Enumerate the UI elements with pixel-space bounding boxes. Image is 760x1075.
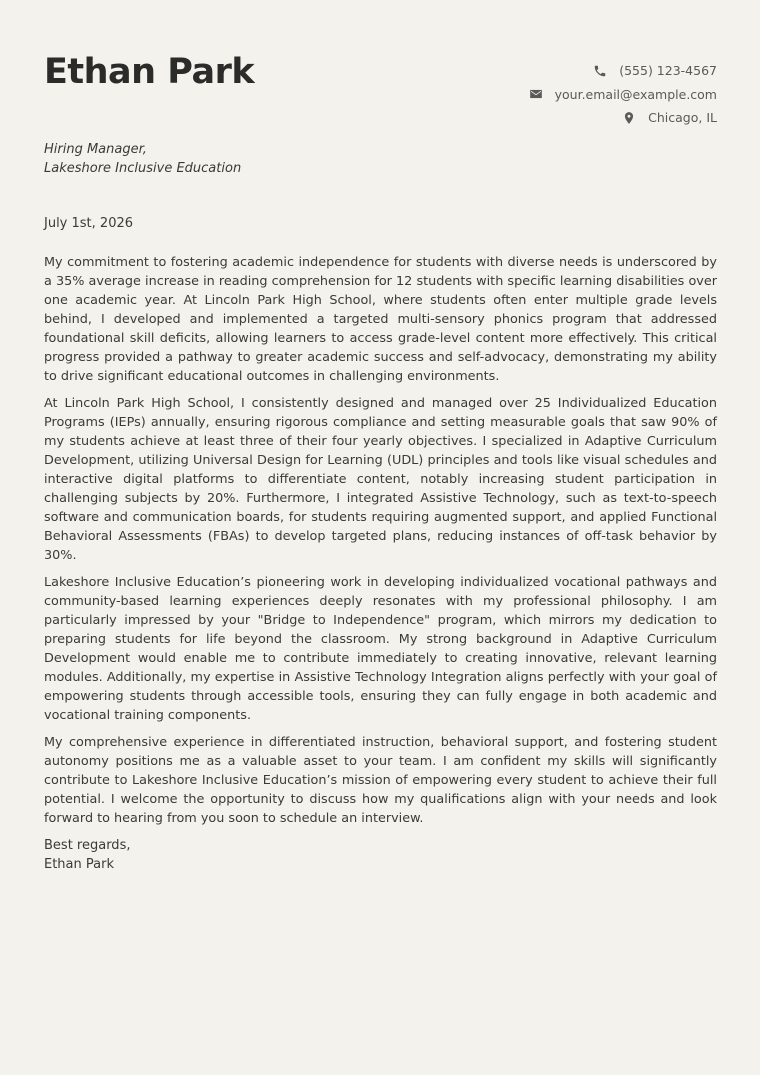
applicant-name: Ethan Park bbox=[44, 52, 255, 92]
contact-phone bbox=[529, 59, 717, 83]
recipient-title: Hiring Manager, bbox=[44, 142, 147, 157]
closing-signature: Ethan Park bbox=[44, 857, 114, 872]
recipient-block bbox=[44, 140, 241, 178]
body-paragraph-2: At Lincoln Park High School, I consistently designed and managed over 25 Individualized Education Programs (IEPs) annually, ensuring rigorous compliance and setting measurable goals that saw 90% of my students achieve at least three of their four yearly objectives. I specialized in Adaptive Curriculum Development, utilizing Universal Design for Learning (UDL) principles and tools like visual schedules and interactive digital platforms to differentiate content, notably increasing student participation in challenging subjects by 20%. Furthermore, I integrated Assistive Technology, such as text-to-speech software and communication boards, for students requiring augmented support, and applied Functional Behavioral Assessments (FBAs) to develop targeted plans, reducing instances of off-task behavior by 30%. bbox=[44, 396, 717, 563]
phone-text: (555) 123-4567 bbox=[619, 63, 717, 79]
body-paragraph-1: My commitment to fostering academic independence for students with diverse needs is underscored by a 35% average increase in reading comprehension for 12 students with specific learning disabilities over one academic year. At Lincoln Park High School, where students often enter multiple grade levels behind, I developed and implemented a targeted multi-sensory phonics program that addressed foundational skill deficits, allowing learners to access grade-level content more effectively. This critical progress provided a pathway to greater academic success and self-advocacy, demonstrating my ability to drive significant educational outcomes in challenging environments. bbox=[44, 255, 717, 384]
cover-letter-page bbox=[44, 0, 717, 1075]
location-pin-icon bbox=[622, 111, 636, 125]
body-paragraph-4: My comprehensive experience in differentiated instruction, behavioral support, and fostering student autonomy positions me as a valuable asset to your team. I am confident my skills will significantly contribute to Lakeshore Inclusive Education’s mission of empowering every student to achieve their full potential. I welcome the opportunity to discuss how my qualifications align with your needs and look forward to hearing from you soon to schedule an interview. bbox=[44, 735, 717, 826]
email-text: your.email@example.com bbox=[554, 86, 717, 102]
letter-date: July 1st, 2026 bbox=[44, 216, 134, 231]
closing-block bbox=[44, 836, 717, 874]
phone-icon bbox=[593, 64, 607, 78]
letter-body bbox=[44, 253, 717, 874]
contact-location bbox=[529, 106, 717, 130]
contact-block bbox=[529, 59, 717, 130]
closing-salutation: Best regards, bbox=[44, 838, 131, 853]
location-text: Chicago, IL bbox=[648, 110, 717, 126]
contact-email bbox=[529, 83, 717, 107]
body-paragraph-3: Lakeshore Inclusive Education’s pioneering work in developing individualized vocational pathways and community-based learning experiences deeply resonates with my professional philosophy. I am particularly impressed by your "Bridge to Independence" program, which mirrors my dedication to preparing students for life beyond the classroom. My strong background in Adaptive Curriculum Development would enable me to contribute immediately to creating innovative, relevant learning modules. Additionally, my expertise in Assistive Technology Integration aligns perfectly with your goal of empowering students through accessible tools, ensuring they can fully engage in both academic and vocational training components. bbox=[44, 575, 717, 723]
recipient-organization: Lakeshore Inclusive Education bbox=[44, 161, 242, 176]
envelope-icon bbox=[529, 87, 543, 101]
